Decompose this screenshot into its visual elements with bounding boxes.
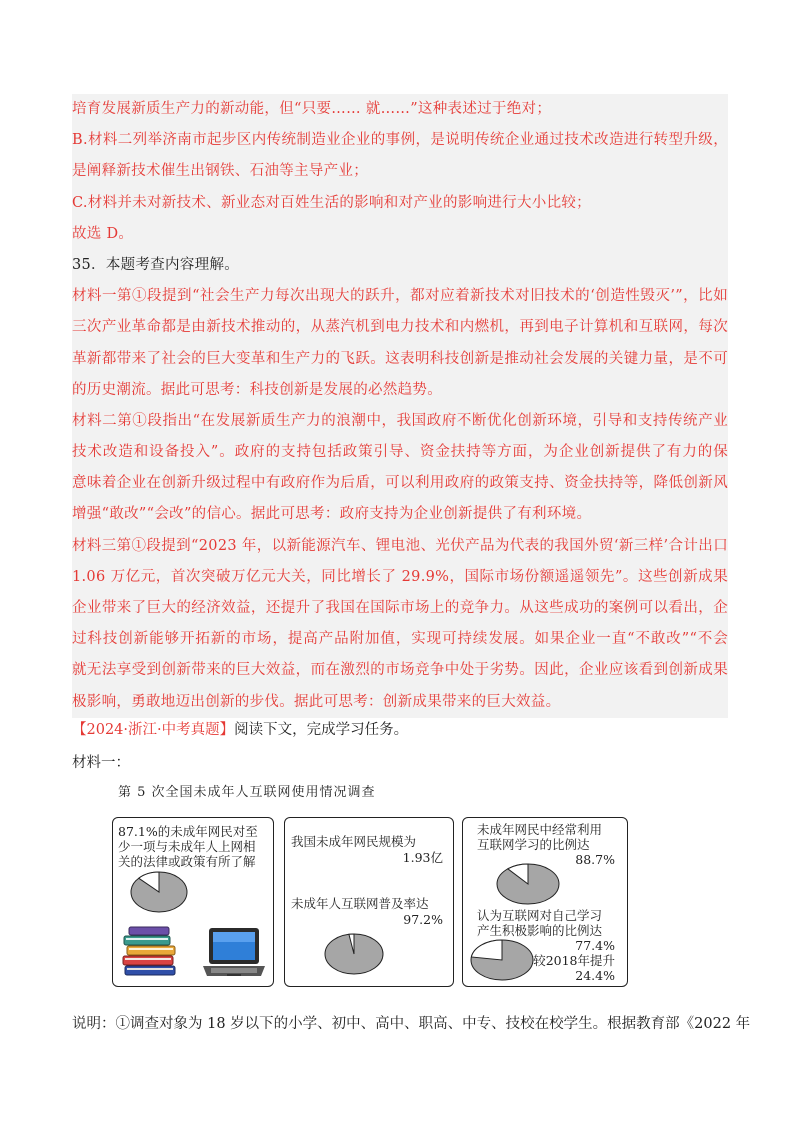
answer-line: 故选 D。 [72, 225, 134, 242]
panel-text: 未成年网民中经常利用 [477, 822, 603, 837]
survey-note: 说明：①调查对象为 18 岁以下的小学、初中、高中、职高、中专、技校在校学生。根据教育部《2022 年 [72, 1016, 751, 1032]
pie-chart-law-awareness [129, 870, 189, 914]
panel-text: 关的法律或政策有所了解 [118, 854, 256, 869]
laptop-icon [201, 926, 267, 980]
answer-line: 培育发展新质生产力的新动能，但“只要…… 就……”这种表述过于绝对； [72, 101, 552, 117]
answer-line: 企业带来了巨大的经济效益，还提升了我国在国际市场上的竞争力。从这些成功的案例可以看出，企 [72, 600, 728, 616]
panel-text: 未成年人互联网普及率达 [291, 896, 429, 911]
pie-slice-remainder [471, 940, 502, 960]
panel-text: 认为互联网对自己学习 [477, 908, 603, 923]
books-icon [121, 926, 179, 978]
panel-text: 我国未成年网民规模为 [291, 834, 417, 849]
question-source: 【2024·浙江·中考真题】 [72, 722, 235, 738]
pie-chart-positive-impact [469, 938, 535, 982]
answer-line: 极影响，勇敢地迈出创新的步伐。据此可思考：创新成果带来的巨大效益。 [72, 693, 561, 710]
answer-line: 的历史潮流。据此可思考：科技创新是发展的必然趋势。 [72, 381, 442, 398]
pie-chart-study-use [495, 862, 561, 906]
panel-text: 较2018年提升 [533, 953, 615, 968]
answer-line: C.材料并未对新技术、新业态对百姓生活的影响和对产业的影响进行大小比较； [72, 194, 591, 211]
answer-line: 材料三第①段提到“2023 年，以新能源汽车、锂电池、光伏产品为代表的我国外贸‘新三样’合计出口 [72, 537, 728, 554]
answer-line: 材料二第①段指出“在发展新质生产力的浪潮中，我国政府不断优化创新环境，引导和支持传统产业 [72, 412, 728, 429]
survey-panel-user-scale [284, 817, 454, 987]
answer-explanation-block [72, 94, 728, 718]
question-number-line: 35．本题考查内容理解。 [72, 256, 240, 273]
panel-text: 产生积极影响的比例达 [477, 923, 603, 938]
material-label: 材料一： [72, 755, 130, 771]
answer-line: 就无法享受到创新带来的巨大效益，而在激烈的市场竞争中处于劣势。因此，企业应该看到创新成果 [72, 662, 728, 679]
survey-title: 第 5 次全国未成年人互联网使用情况调查 [118, 785, 376, 800]
answer-line: 1.06 万亿元，首次突破万亿元大关，同比增长了 29.9%，国际市场份额遥遥领先”。这些创新成果 [72, 568, 728, 585]
answer-line: 是阐释新技术催生出钢铁、石油等主导产业； [72, 163, 368, 180]
answer-line: 技术改造和设备投入”。政府的支持包括政策引导、资金扶持等方面，为企业创新提供了有力的保 [72, 444, 728, 461]
panel-value: 97.2% [403, 912, 443, 927]
answer-line: B.材料二列举济南市起步区内传统制造业企业的事例，是说明传统企业通过技术改造进行转型升级， [72, 132, 728, 149]
panel-text: 87.1%的未成年网民对至 [118, 824, 258, 839]
answer-line: 三次产业革命都是由新技术推动的，从蒸汽机到电力技术和内燃机，再到电子计算机和互联网，每次 [72, 319, 728, 336]
answer-line: 革新都带来了社会的巨大变革和生产力的飞跃。这表明科技创新是推动社会发展的关键力量，是不可 [72, 350, 728, 367]
panel-value: 77.4% [575, 938, 615, 953]
panel-value: 88.7% [575, 852, 615, 867]
panel-value: 24.4% [575, 968, 615, 983]
answer-line: 过科技创新能够开拓新的市场，提高产品附加值，实现可持续发展。如果企业一直“不敢改”“不会 [72, 631, 728, 648]
survey-panel-law-awareness [112, 817, 274, 987]
panel-text: 少一项与未成年人上网相 [118, 839, 256, 854]
answer-line: 意味着企业在创新升级过程中有政府作为后盾，可以利用政府的政策支持、资金扶持等，降低创新风 [72, 475, 728, 492]
question-instruction: 阅读下文，完成学习任务。 [234, 722, 409, 738]
pie-chart-penetration-rate [323, 932, 385, 976]
answer-line: 增强“敢改”“会改”的信心。据此可思考：政府支持为企业创新提供了有利环境。 [72, 506, 592, 523]
panel-value: 1.93亿 [402, 850, 443, 865]
panel-text: 互联网学习的比例达 [477, 837, 590, 852]
survey-panel-study-use [462, 817, 628, 987]
question-heading [72, 718, 408, 739]
answer-line: 材料一第①段提到“社会生产力每次出现大的跃升，都对应着新技术对旧技术的‘创造性毁灭’”，比如 [72, 288, 728, 305]
